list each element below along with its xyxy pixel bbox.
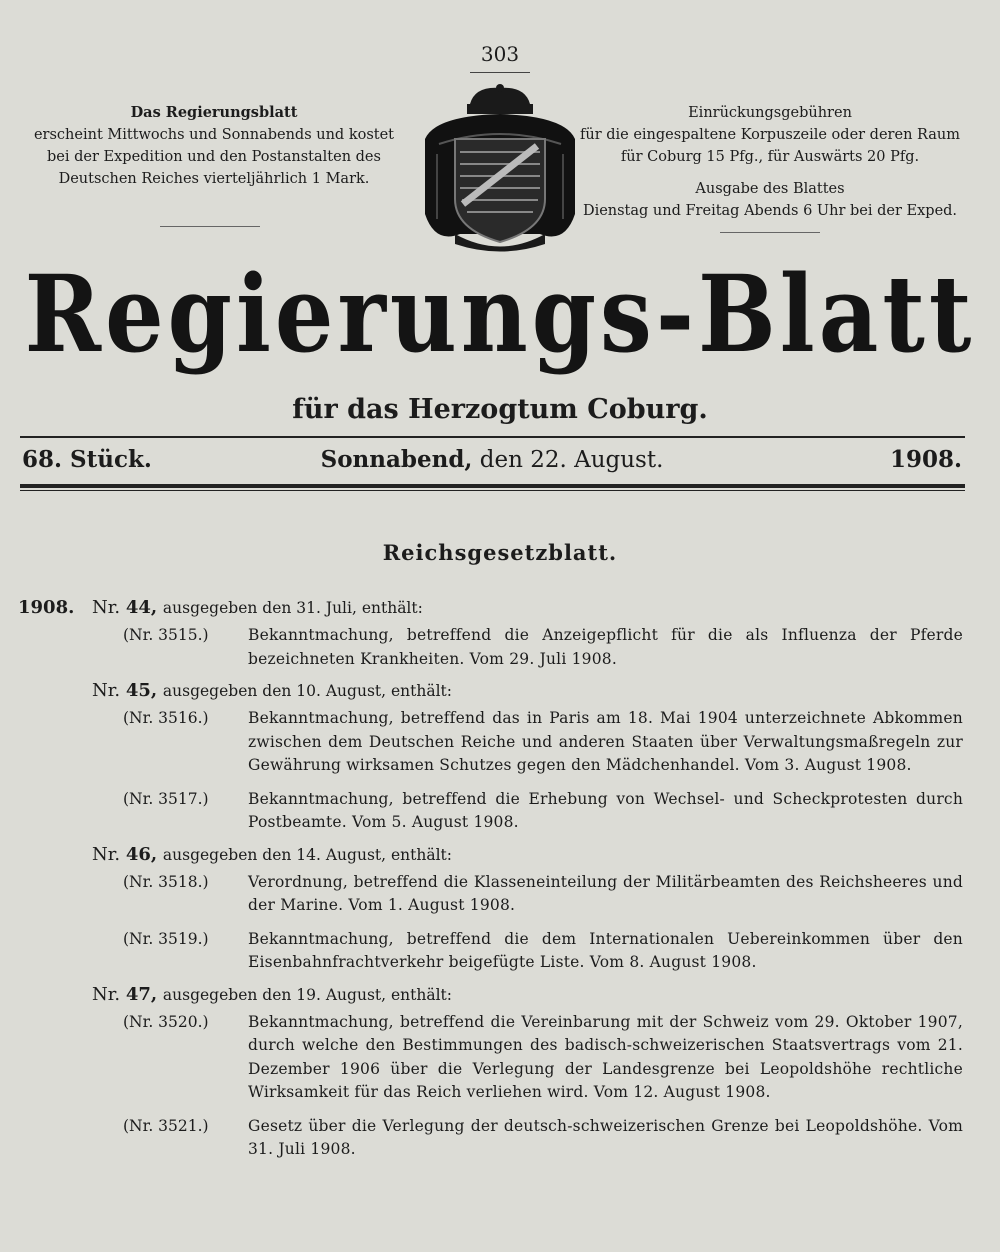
item-number: (Nr. 3520.) bbox=[123, 1012, 209, 1031]
header-right-line: Einrückungsgebühren bbox=[688, 105, 852, 121]
item-number: (Nr. 3517.) bbox=[123, 789, 209, 808]
list-item bbox=[18, 788, 968, 835]
header-left-line: Das Regierungsblatt bbox=[130, 104, 298, 121]
entry-number bbox=[92, 596, 423, 620]
issue-rule-bottom-thin bbox=[20, 490, 965, 491]
item-number: (Nr. 3515.) bbox=[123, 626, 209, 644]
list-item bbox=[18, 871, 968, 918]
entries-list bbox=[18, 596, 968, 1162]
header-subscription-info bbox=[18, 102, 410, 190]
entry-issued: ausgegeben den 19. August, enthält: bbox=[162, 985, 452, 1004]
masthead-title: Regierungs-Blatt bbox=[24, 252, 976, 377]
page-number-rule bbox=[470, 72, 530, 73]
item-text: Bekanntmachung, betreffend die Anzeigepflicht für die als Influenza der Pferde bezeichneten Krankheiten. Vom 29. Juli 1908. bbox=[248, 626, 963, 668]
list-item bbox=[18, 1011, 968, 1105]
entry-number bbox=[92, 679, 452, 703]
header-left-line: erscheint Mittwochs und Sonnabends und kostet bbox=[33, 127, 395, 143]
entry-nr-value: 45, bbox=[125, 680, 158, 701]
entry-nr-label: Nr. bbox=[92, 983, 121, 1005]
item-text: Bekanntmachung, betreffend die dem Internationalen Uebereinkommen über den Eisenbahnfrachtverkehr beigefügte Liste. Vom 8. August 1908. bbox=[248, 929, 963, 971]
entry-nr-label: Nr. bbox=[92, 680, 121, 701]
header-right-line: Dienstag und Freitag Abends 6 Uhr bei der Exped. bbox=[582, 203, 958, 219]
header-fees-info bbox=[560, 102, 980, 222]
issue-line bbox=[22, 446, 962, 480]
gazette-issue-header bbox=[18, 596, 968, 622]
item-number: (Nr. 3521.) bbox=[123, 1116, 209, 1135]
masthead-subtitle: für das Herzogtum Coburg. bbox=[292, 394, 708, 425]
item-text: Verordnung, betreffend die Klasseneinteilung der Militärbeamten des Reichsheeres und der Marine. Vom 1. August 1908. bbox=[248, 872, 963, 914]
item-number: (Nr. 3516.) bbox=[123, 709, 209, 727]
item-gap bbox=[18, 778, 968, 786]
item-text: Gesetz über die Verlegung der deutsch-schweizerischen Grenze bei Leopoldshöhe. Vom 31. Juli 1908. bbox=[248, 1116, 963, 1158]
entry-issued: ausgegeben den 31. Juli, enthält: bbox=[162, 599, 423, 617]
issue-day: Sonnabend, bbox=[320, 446, 473, 473]
issue-date-text: den 22. August. bbox=[479, 447, 664, 473]
header-left-rule bbox=[160, 226, 260, 227]
entry-year: 1908. bbox=[18, 597, 75, 618]
entry-nr-label: Nr. bbox=[92, 843, 121, 865]
gazette-issue-header bbox=[18, 983, 968, 1009]
header-right-line: Ausgabe des Blattes bbox=[695, 181, 845, 197]
item-text: Bekanntmachung, betreffend die Vereinbarung mit der Schweiz vom 29. Oktober 1907, durch welche den Bestimmungen des badisch-schweizerischen Staatsvertrags vom 21. Dezember 1906 über die Verlegung der Landesgrenze bei Leopoldshöhe rechtliche Wirksamkeit für das Reich verliehen wird. Vom 12. August 1908. bbox=[248, 1012, 963, 1101]
list-item bbox=[18, 1115, 968, 1162]
header-left-line: bei der Expedition und den Postanstalten des bbox=[47, 149, 381, 165]
item-gap bbox=[18, 918, 968, 926]
item-number: (Nr. 3518.) bbox=[123, 872, 209, 891]
entry-issued: ausgegeben den 14. August, enthält: bbox=[162, 845, 452, 864]
entry-issued: ausgegeben den 10. August, enthält: bbox=[162, 682, 452, 700]
item-text: Bekanntmachung, betreffend das in Paris am 18. Mai 1904 unterzeichnete Abkommen zwischen dem Deutschen Reiche und anderen Staaten über Verwaltungsmaßregeln zur Gewährung wirksamen Schutzes gegen den Mädchenhandel. Vom 3. August 1908. bbox=[248, 709, 963, 774]
header-right-rule bbox=[720, 232, 820, 233]
item-text: Bekanntmachung, betreffend die Erhebung von Wechsel- und Scheckprotesten durch Postbeamte. Vom 5. August 1908. bbox=[248, 789, 963, 831]
entry-nr-label: Nr. bbox=[92, 597, 121, 618]
page-number: 303 bbox=[480, 42, 520, 66]
entry-nr-value: 44, bbox=[125, 597, 158, 618]
issue-number: 68. Stück. bbox=[22, 446, 152, 473]
issue-date bbox=[22, 446, 962, 473]
coat-of-arms-icon bbox=[415, 84, 585, 259]
entry-nr-value: 47, bbox=[125, 983, 158, 1005]
list-item bbox=[18, 707, 968, 778]
gazette-issue-header bbox=[18, 843, 968, 869]
header-right-line: für die eingespaltene Korpuszeile oder deren Raum bbox=[579, 127, 960, 143]
gazette-issue-header bbox=[18, 679, 968, 705]
item-number: (Nr. 3519.) bbox=[123, 929, 209, 948]
entry-number bbox=[92, 983, 452, 1007]
entry-number bbox=[92, 843, 452, 867]
issue-rule-top bbox=[20, 436, 965, 438]
header-left-line: Deutschen Reiches vierteljährlich 1 Mark. bbox=[58, 171, 370, 187]
section-title: Reichsgesetzblatt. bbox=[382, 540, 618, 565]
header-right-line: für Coburg 15 Pfg., für Auswärts 20 Pfg. bbox=[620, 149, 920, 165]
issue-year: 1908. bbox=[889, 446, 962, 473]
list-item bbox=[18, 624, 968, 671]
list-item bbox=[18, 928, 968, 975]
item-gap bbox=[18, 1105, 968, 1113]
entry-nr-value: 46, bbox=[125, 843, 158, 865]
issue-rule-bottom bbox=[20, 484, 965, 488]
